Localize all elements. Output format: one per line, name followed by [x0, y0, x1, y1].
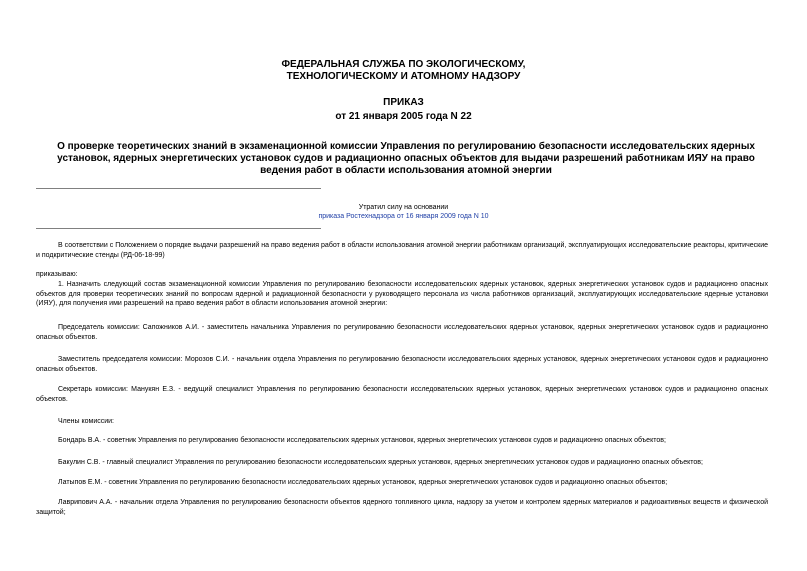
- divider-bottom: [36, 228, 321, 229]
- paragraph-members-heading: Члены комиссии:: [58, 418, 115, 425]
- divider-top: [36, 188, 321, 189]
- repeal-order-link[interactable]: приказа Ростехнадзора от 16 января 2009 года N 10: [318, 213, 489, 220]
- order-date: от 21 января 2005 года N 22: [335, 111, 472, 122]
- paragraph-member-bondar: Бондарь В.А. - советник Управления по регулированию безопасности исследовательских ядерных установок, ядерных энергетических установок судов и радиационно опасных объектов;: [58, 437, 666, 444]
- paragraph-deputy-chairman: Заместитель председателя комиссии: Морозов С.И. - начальник отдела Управления по регулированию безопасности исследовательских ядерных установок, ядерных энергетических установок судов и радиационно опасных объектов.: [36, 356, 768, 373]
- status-note: Утратил силу на основании: [358, 204, 449, 211]
- paragraph-basis: В соответствии с Положением о порядке выдачи разрешений на право ведения работ в области использования атомной энергии работникам организаций, эксплуатирующих исследовательские реакторы, критические и подкритические стенды (РД-06-18-99): [36, 242, 768, 259]
- paragraph-order: приказываю:: [36, 271, 78, 278]
- paragraph-item-1: 1. Назначить следующий состав экзаменационной комиссии Управления по регулированию безопасности исследовательских ядерных установок, ядерных энергетических установок судов и радиационно опасных объектов для проверки теоретических знаний по вопросам ядерной и радиационной безопасности у руководящего персонала из числа работников организаций, эксплуатирующих исследовательские ядерные установки (ИЯУ), для получения ими разрешений на право ведения работ в области использования атомной энергии:: [36, 281, 768, 308]
- order-label: ПРИКАЗ: [383, 97, 424, 108]
- paragraph-member-lavripovich: Лаврипович А.А. - начальник отдела Управления по регулированию безопасности объектов ядерного топливного цикла, надзору за учетом и контролем ядерных материалов и радиоактивных веществ и физической защитой;: [36, 499, 768, 516]
- paragraph-member-bakulin: Бакулин С.В. - главный специалист Управления по регулированию безопасности исследовательских ядерных установок, ядерных энергетических установок судов и радиационно опасных объектов;: [58, 459, 703, 466]
- document-title: О проверке теоретических знаний в экзаменационной комиссии Управления по регулированию безопасности исследовательских ядерных установок, ядерных энергетических установок судов и радиационно опасных объектов для выдачи разрешений работникам ИЯУ на право ведения работ в области использования атомной энергии: [57, 141, 755, 176]
- paragraph-chairman: Председатель комиссии: Сапожников А.И. - заместитель начальника Управления по регулированию безопасности исследовательских ядерных установок, ядерных энергетических установок судов и радиационно опасных объектов.: [36, 324, 768, 341]
- agency-name: [0, 59, 807, 83]
- agency-name-text: ФЕДЕРАЛЬНАЯ СЛУЖБА ПО ЭКОЛОГИЧЕСКОМУ, ТЕХНОЛОГИЧЕСКОМУ И АТОМНОМУ НАДЗОРУ: [281, 59, 526, 82]
- paragraph-secretary: Секретарь комиссии: Манукян Е.З. - ведущий специалист Управления по регулированию безопасности исследовательских ядерных установок, ядерных энергетических установок судов и радиационно опасных объектов.: [36, 386, 768, 403]
- paragraph-member-latypov: Латыпов Е.М. - советник Управления по регулированию безопасности исследовательских ядерных установок, ядерных энергетических установок судов и радиационно опасных объектов;: [58, 479, 668, 486]
